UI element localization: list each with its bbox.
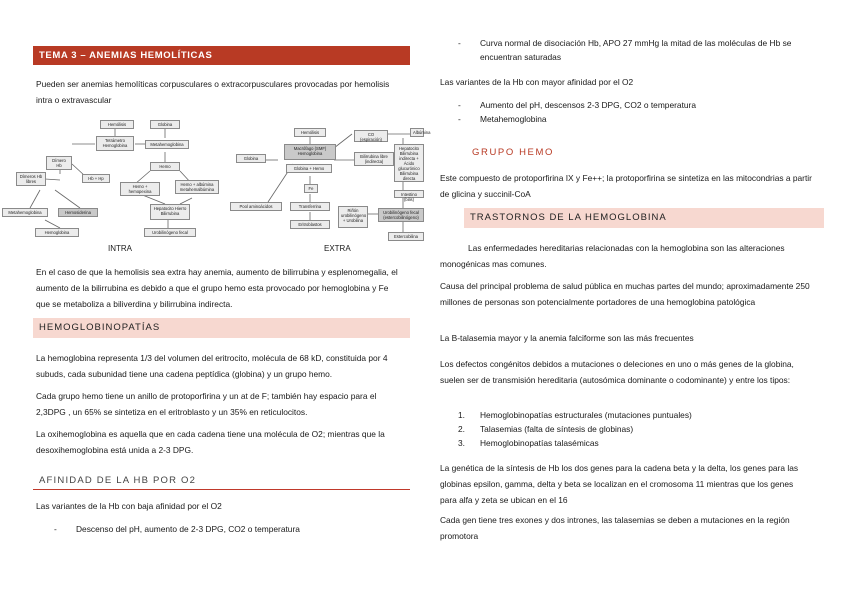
intra-node-urobilinogeno: Urobilinógeno fecal	[144, 228, 196, 237]
diagram-intra-caption: INTRA	[108, 244, 132, 253]
list-item-baja-afinidad	[54, 522, 404, 536]
paragraph-hemoglobina-2: Cada grupo hemo tiene un anillo de protoporfirina y un at de F; también hay espacio para el 2,3DPG , un 65% se sintetiza en el eritroblasto y un 35% en reticulocitos.	[36, 391, 377, 417]
numbered-item-marker: 3.	[458, 438, 465, 448]
numbered-item-text: Hemoglobinopatías estructurales (mutaciones puntuales)	[480, 410, 692, 420]
intra-node-hb-hp: Hb + Hp	[82, 174, 110, 183]
extra-node-intestino: Intestino (bilis)	[394, 190, 424, 198]
intra-node-hemo: Hemo	[150, 162, 180, 171]
list-item-text: Descenso del pH, aumento de 2-3 DPG, CO2 o temperatura	[76, 524, 300, 534]
list-item-curva	[458, 36, 808, 64]
paragraph-trastornos-4: Los defectos congénitos debidos a mutaciones o deleciones en uno o más genes de la globina, suelen ser de transmisión hereditaria (autosómica dominante o codominante) y entre los tipos:	[440, 359, 794, 385]
paragraph-genetica: La genética de la síntesis de Hb los dos genes para la cadena beta y la delta, los genes para las globinas epsilon, gamma, delta y beta se localizan en el cromosoma 11 mientras que los genes para alfa y zeta se ubican en el 16	[440, 463, 799, 505]
extra-node-rinon: Riñón urobilinógeno + Urobilina	[338, 206, 368, 228]
list-dash: -	[458, 100, 461, 110]
diagram-intra	[0, 116, 220, 256]
list-dash: -	[458, 38, 461, 48]
numbered-item-marker: 1.	[458, 410, 465, 420]
numbered-item-1	[458, 408, 808, 422]
extra-node-hepatocito: Hepatocito Bilirrubina indirecta + Ácido glucurónico Bilirrubina directa	[394, 144, 424, 182]
section-heading-hemoglobinopatias: HEMOGLOBINOPATÍAS	[33, 318, 410, 338]
extra-node-bilirrubina-libre: Bilirrubina libre (indirecta)	[354, 152, 394, 166]
extra-node-eritroblastos: Eritroblastos	[290, 220, 330, 229]
paragraph-hemoglobina-3: La oxihemoglobina es aquella que en cada cadena tiene una molécula de O2; mientras que la desoxihemoglobina está unida a 2-3 DPG.	[36, 429, 385, 455]
section-heading-grupo-hemo: GRUPO HEMO	[472, 147, 554, 158]
diagram-extra-caption: EXTRA	[324, 244, 351, 253]
intra-node-dimeros-libres: Dímeros Hb libres	[16, 172, 46, 186]
intra-node-globina: Globina	[150, 120, 180, 129]
paragraph-exones: Cada gen tiene tres exones y dos intrones, las talasemias se deben a mutaciones en la región promotora	[440, 515, 790, 541]
extra-node-globina: Globina	[236, 154, 266, 163]
extra-node-urobilinogeno: Urobilinógeno fecal (estercobilinógeno)	[378, 208, 424, 222]
intra-node-metahemoglobina: Metahemoglobina	[145, 140, 189, 149]
list-dash: -	[458, 114, 461, 124]
numbered-item-2	[458, 422, 808, 436]
intra-node-hemoglobina: Hemoglobina	[35, 228, 79, 237]
extra-node-estercobilina: Estercobilina	[388, 232, 424, 241]
intra-node-metahemalbumina: Hemo + albúmina metahemalbúmina	[175, 180, 219, 194]
list-item-text: Aumento del pH, descensos 2-3 DPG, CO2 o temperatura	[480, 100, 696, 110]
numbered-item-3	[458, 436, 808, 450]
paragraph-trastornos-3: La B-talasemia mayor y la anemia falciforme son las más frecuentes	[440, 333, 694, 343]
intro-paragraph: Pueden ser anemias hemolíticas corpusculares o extracorpusculares provocadas por hemolisis intra o extravascular	[36, 79, 390, 105]
intra-node-hemopexina: Hemo + hemopexina	[120, 182, 160, 196]
section-heading-trastornos: TRASTORNOS DE LA HEMOGLOBINA	[464, 208, 824, 228]
intra-node-dimero: Dímero Hb	[46, 156, 72, 170]
intra-node-hemosiderina: Hemosiderina	[58, 208, 98, 217]
numbered-item-text: Hemoglobinopatías talasémicas	[480, 438, 599, 448]
numbered-item-marker: 2.	[458, 424, 465, 434]
list-item-text: Metahemoglobina	[480, 114, 547, 124]
intra-node-tetrametro: Tetrámetro Hemoglobina	[96, 136, 134, 151]
list-item-mayor-1	[458, 98, 808, 112]
list-item-text: Curva normal de disociación Hb, APO 27 mmHg la mitad de las moléculas de Hb se encuentran saturadas	[480, 38, 792, 62]
paragraph-hemolisis-extra: En el caso de que la hemolisis sea extra hay anemia, aumento de bilirrubina y esplenomegalia, el aumento de la bilirrubina es debido a que el grupo hemo esta provocado por hemoglobina y Fe que se metaboliza a biliverdina y bilirrubina indirecta.	[36, 267, 398, 309]
section-heading-afinidad: AFINIDAD DE LA HB POR O2	[33, 472, 410, 490]
list-item-mayor-2	[458, 112, 808, 126]
numbered-item-text: Talasemias (falta de síntesis de globinas)	[480, 424, 634, 434]
list-dash: -	[54, 524, 57, 534]
extra-node-co: CO (espiración)	[354, 130, 388, 142]
paragraph-grupo-hemo: Este compuesto de protoporfirina IX y Fe++; la protoporfirina se sintetiza en las mitocondrias a partir de glicina y succinil-CoA	[440, 173, 812, 199]
section-title-tema3: TEMA 3 – ANEMIAS HEMOLÍTICAS	[33, 46, 410, 65]
intra-node-hepatocito: Hepatocito Hierro Bilirrubina	[150, 204, 190, 220]
extra-node-hemolisis: Hemólisis	[294, 128, 326, 137]
extra-node-albumina: Albúmina	[410, 128, 424, 137]
extra-node-transferrina: Transferrina	[290, 202, 330, 211]
paragraph-trastornos-1: Las enfermedades hereditarias relacionadas con la hemoglobina son las alteraciones monogénicas mas comunes.	[440, 243, 785, 269]
paragraph-baja-afinidad: Las variantes de la Hb con baja afinidad por el O2	[36, 501, 222, 511]
extra-node-macrofago: Macrófago (SMF) Hemoglobina	[284, 144, 336, 160]
extra-node-pool-aminoacidos: Pool aminoácidos	[230, 202, 282, 211]
paragraph-trastornos-2: Causa del principal problema de salud pública en muchas partes del mundo; aproximadamente 250 millones de personas son potencialmente portadores de una hemoglobina patológica	[440, 281, 810, 307]
paragraph-hemoglobina-1: La hemoglobina representa 1/3 del volumen del eritrocito, molécula de 68 kD, constituida por 4 subuds, cada subunidad tiene una cadena peptídica (globina) y un grupo hemo.	[36, 353, 388, 379]
paragraph-mayor-afinidad: Las variantes de la Hb con mayor afinidad por el O2	[440, 77, 634, 87]
intra-node-hemolisis: Hemólisis	[100, 120, 134, 129]
intra-node-metahemoglobina-2: Metahemoglobina	[2, 208, 48, 217]
diagram-extra	[228, 124, 431, 256]
extra-node-fe: Fe	[304, 184, 318, 193]
extra-node-globina-hemo: Globina + Hemo	[286, 164, 332, 173]
